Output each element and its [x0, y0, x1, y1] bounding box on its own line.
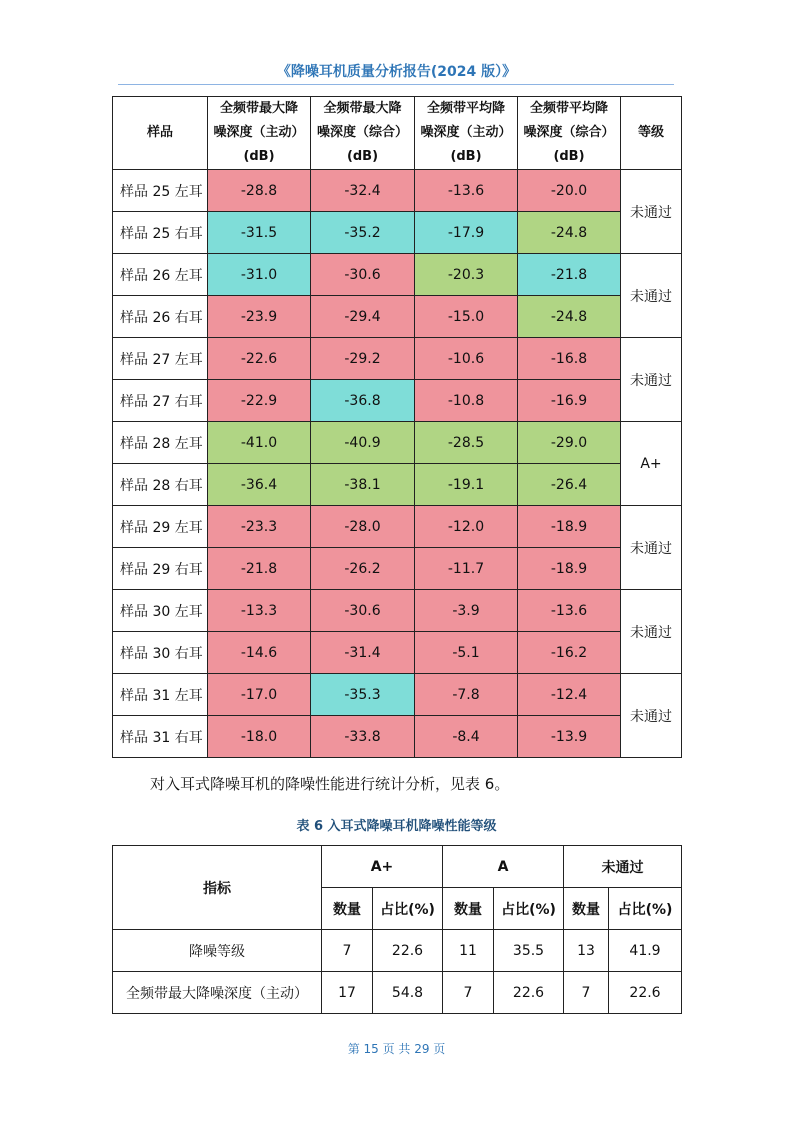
- value-cell: 17: [322, 972, 373, 1014]
- table-row: [113, 380, 682, 422]
- value-cell: -31.4: [311, 632, 415, 674]
- column-header-line: (dB): [450, 149, 482, 164]
- value-cell: -19.1: [415, 464, 518, 506]
- value-cell: -7.8: [415, 674, 518, 716]
- table-row: [113, 170, 682, 212]
- document-header-title: 《降噪耳机质量分析报告(2024 版）》: [276, 64, 517, 80]
- count-header: 数量: [443, 888, 494, 930]
- column-header-line: 噪深度（综合）: [316, 125, 408, 140]
- column-header: [518, 97, 621, 170]
- table-row: [113, 632, 682, 674]
- value-cell: 41.9: [609, 930, 682, 972]
- value-cell: -10.8: [415, 380, 518, 422]
- value-cell: 7: [443, 972, 494, 1014]
- value-cell: 11: [443, 930, 494, 972]
- column-header: [311, 97, 415, 170]
- count-header: 数量: [564, 888, 609, 930]
- table-row: [113, 674, 682, 716]
- header-rule: [118, 84, 674, 85]
- value-cell: -31.0: [208, 254, 311, 296]
- grade-cell: 未通过: [621, 590, 682, 674]
- value-cell: -41.0: [208, 422, 311, 464]
- value-cell: -36.8: [311, 380, 415, 422]
- value-cell: -30.6: [311, 590, 415, 632]
- table-row: [113, 212, 682, 254]
- value-cell: -26.4: [518, 464, 621, 506]
- table-header-row: [113, 97, 682, 170]
- table-row: [113, 422, 682, 464]
- value-cell: -24.8: [518, 296, 621, 338]
- sample-cell: 样品 29 右耳: [113, 548, 208, 590]
- sample-cell: 样品 30 右耳: [113, 632, 208, 674]
- value-cell: -23.3: [208, 506, 311, 548]
- percent-header: 占比(%): [609, 888, 682, 930]
- body-paragraph: 对入耳式降噪耳机的降噪性能进行统计分析，见表 6。: [150, 775, 510, 793]
- value-cell: -38.1: [311, 464, 415, 506]
- percent-header: 占比(%): [494, 888, 564, 930]
- sample-cell: 样品 31 右耳: [113, 716, 208, 758]
- grade-cell: A+: [621, 422, 682, 506]
- grade-cell: 未通过: [621, 674, 682, 758]
- value-cell: -18.9: [518, 506, 621, 548]
- value-cell: -28.5: [415, 422, 518, 464]
- sample-cell: 样品 25 右耳: [113, 212, 208, 254]
- value-cell: -17.9: [415, 212, 518, 254]
- value-cell: -11.7: [415, 548, 518, 590]
- table-row: [113, 972, 682, 1014]
- column-header-line: (dB): [553, 149, 585, 164]
- value-cell: -12.0: [415, 506, 518, 548]
- value-cell: -36.4: [208, 464, 311, 506]
- value-cell: -31.5: [208, 212, 311, 254]
- column-header: [113, 97, 208, 170]
- table-row: [113, 338, 682, 380]
- indicator-cell: 全频带最大降噪深度（主动）: [113, 972, 322, 1014]
- value-cell: 22.6: [609, 972, 682, 1014]
- table-row: [113, 254, 682, 296]
- table-row: [113, 930, 682, 972]
- value-cell: -33.8: [311, 716, 415, 758]
- value-cell: -32.4: [311, 170, 415, 212]
- column-header-line: (dB): [346, 149, 379, 164]
- value-cell: -18.0: [208, 716, 311, 758]
- table-caption: 表 6 入耳式降噪耳机降噪性能等级: [296, 819, 497, 834]
- table-row: [113, 716, 682, 758]
- grade-cell: 未通过: [621, 506, 682, 590]
- sample-cell: 样品 30 左耳: [113, 590, 208, 632]
- value-cell: 13: [564, 930, 609, 972]
- column-header-line: 全频带最大降: [219, 101, 298, 116]
- column-header-line: (dB): [243, 149, 275, 164]
- value-cell: 7: [322, 930, 373, 972]
- value-cell: -26.2: [311, 548, 415, 590]
- sample-cell: 样品 27 右耳: [113, 380, 208, 422]
- table-row: [113, 590, 682, 632]
- value-cell: -22.6: [208, 338, 311, 380]
- value-cell: -35.3: [311, 674, 415, 716]
- column-header-line: 噪深度（综合）: [523, 125, 615, 140]
- value-cell: 22.6: [494, 972, 564, 1014]
- column-header-line: 样品: [146, 125, 173, 140]
- value-cell: -15.0: [415, 296, 518, 338]
- value-cell: -29.2: [311, 338, 415, 380]
- value-cell: -30.6: [311, 254, 415, 296]
- grade-stats-table: [112, 845, 682, 1014]
- column-header-line: 全频带最大降: [323, 101, 402, 116]
- value-cell: 35.5: [494, 930, 564, 972]
- column-header: [415, 97, 518, 170]
- value-cell: -20.0: [518, 170, 621, 212]
- value-cell: 7: [564, 972, 609, 1014]
- table-row: [113, 296, 682, 338]
- column-header-line: 噪深度（主动）: [420, 125, 512, 140]
- grade-cell: 未通过: [621, 338, 682, 422]
- value-cell: -29.4: [311, 296, 415, 338]
- table-header-row: [113, 846, 682, 888]
- column-header: [208, 97, 311, 170]
- value-cell: -21.8: [518, 254, 621, 296]
- value-cell: -13.3: [208, 590, 311, 632]
- value-cell: -29.0: [518, 422, 621, 464]
- value-cell: -40.9: [311, 422, 415, 464]
- sample-cell: 样品 27 左耳: [113, 338, 208, 380]
- indicator-header: 指标: [113, 846, 322, 930]
- indicator-cell: 降噪等级: [113, 930, 322, 972]
- sample-cell: 样品 28 右耳: [113, 464, 208, 506]
- value-cell: -3.9: [415, 590, 518, 632]
- value-cell: -23.9: [208, 296, 311, 338]
- value-cell: -35.2: [311, 212, 415, 254]
- grade-cell: 未通过: [621, 254, 682, 338]
- group-header-failed: 未通过: [564, 846, 682, 888]
- table-row: [113, 548, 682, 590]
- sample-cell: 样品 31 左耳: [113, 674, 208, 716]
- grade-cell: 未通过: [621, 170, 682, 254]
- table-row: [113, 464, 682, 506]
- sample-cell: 样品 26 左耳: [113, 254, 208, 296]
- sample-cell: 样品 26 右耳: [113, 296, 208, 338]
- column-header-line: 等级: [637, 125, 664, 140]
- value-cell: -28.0: [311, 506, 415, 548]
- group-header-a-plus: A+: [322, 846, 443, 888]
- table-row: [113, 506, 682, 548]
- value-cell: 54.8: [373, 972, 443, 1014]
- group-header-a: A: [443, 846, 564, 888]
- value-cell: -16.2: [518, 632, 621, 674]
- column-header-line: 全频带平均降: [529, 101, 608, 116]
- value-cell: -8.4: [415, 716, 518, 758]
- value-cell: -12.4: [518, 674, 621, 716]
- value-cell: -28.8: [208, 170, 311, 212]
- value-cell: 22.6: [373, 930, 443, 972]
- percent-header: 占比(%): [373, 888, 443, 930]
- sample-cell: 样品 25 左耳: [113, 170, 208, 212]
- value-cell: -13.6: [518, 590, 621, 632]
- value-cell: -16.8: [518, 338, 621, 380]
- value-cell: -10.6: [415, 338, 518, 380]
- value-cell: -20.3: [415, 254, 518, 296]
- value-cell: -13.6: [415, 170, 518, 212]
- value-cell: -13.9: [518, 716, 621, 758]
- noise-reduction-table: [112, 96, 682, 758]
- sample-cell: 样品 29 左耳: [113, 506, 208, 548]
- sample-cell: 样品 28 左耳: [113, 422, 208, 464]
- value-cell: -24.8: [518, 212, 621, 254]
- value-cell: -22.9: [208, 380, 311, 422]
- column-header: [621, 97, 682, 170]
- value-cell: -14.6: [208, 632, 311, 674]
- count-header: 数量: [322, 888, 373, 930]
- page-footer: 第 15 页 共 29 页: [347, 1042, 446, 1056]
- value-cell: -17.0: [208, 674, 311, 716]
- value-cell: -18.9: [518, 548, 621, 590]
- value-cell: -5.1: [415, 632, 518, 674]
- column-header-line: 全频带平均降: [426, 101, 505, 116]
- value-cell: -21.8: [208, 548, 311, 590]
- column-header-line: 噪深度（主动）: [213, 125, 305, 140]
- value-cell: -16.9: [518, 380, 621, 422]
